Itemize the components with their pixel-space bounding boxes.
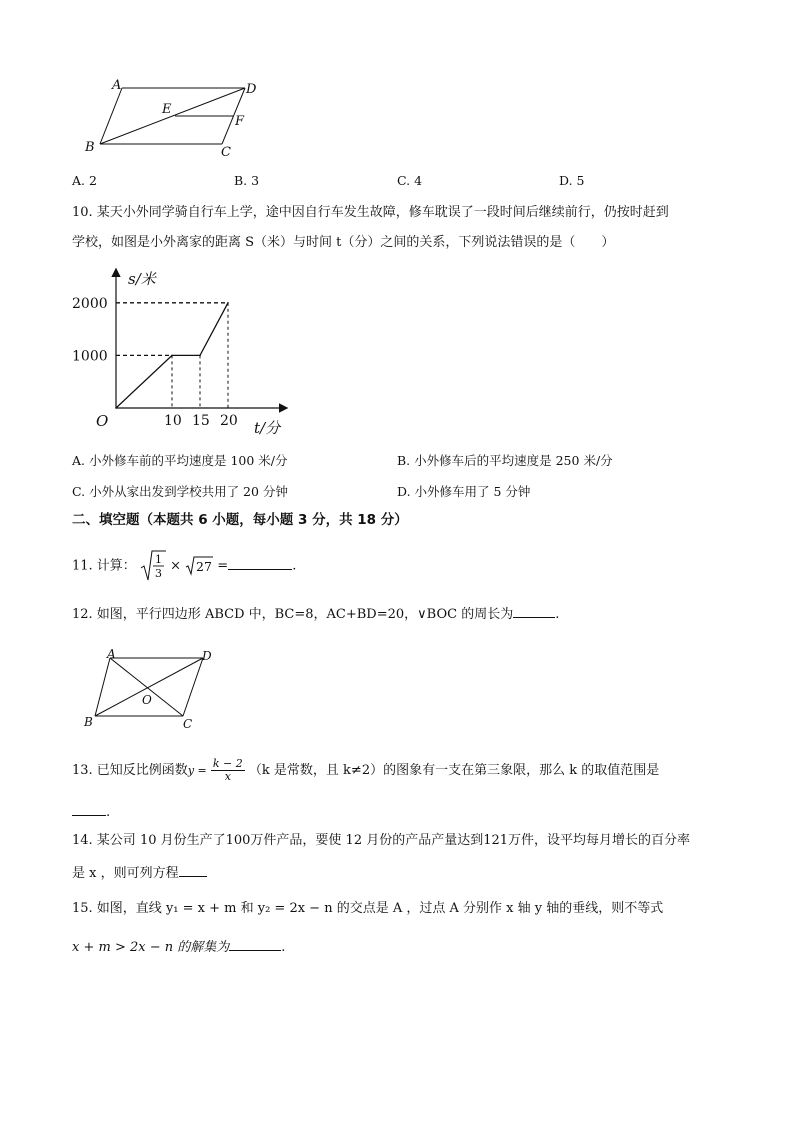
q14-text-line1: 14. 某公司 10 月份生产了100万件产品，要使 12 月份的产品产量达到121万件，设平均每月增长的百分率	[72, 833, 691, 848]
q11-end: .	[292, 558, 297, 574]
point-label-a: A	[112, 78, 122, 93]
q11-radicand: 27	[196, 558, 213, 574]
x-tick-label-10: 10	[164, 413, 182, 429]
q10-option-b[interactable]: B. 小外修车后的平均速度是 250 米/分	[397, 453, 613, 468]
q10-option-a[interactable]: A. 小外修车前的平均速度是 100 米/分	[72, 453, 288, 468]
point-label-b: B	[85, 140, 95, 155]
q13-fraction	[211, 758, 245, 783]
parallelogram-figure-q9	[80, 76, 270, 162]
question-13	[72, 753, 659, 789]
origin-label: O	[96, 412, 109, 430]
q9-option-d[interactable]: D. 5	[559, 173, 585, 188]
q9-option-c[interactable]: C. 4	[397, 173, 423, 188]
q13-blank-line	[72, 801, 110, 822]
q10-option-c[interactable]: C. 小外从家出发到学校共用了 20 分钟	[72, 484, 288, 499]
x-axis-label: t/分	[254, 419, 281, 437]
q13-end: .	[106, 805, 111, 820]
q15-end: .	[281, 940, 286, 955]
q12-end: .	[555, 607, 560, 622]
q11-prefix: 11. 计算：	[72, 558, 136, 574]
y-tick-label-1000: 1000	[72, 348, 108, 365]
q11-times: ×	[170, 558, 181, 574]
parallelogram-figure-q12	[80, 646, 220, 732]
q13-suffix: （k 是常数，且 k≠2）的图象有一支在第三象限，那么 k 的取值范围是	[248, 763, 660, 778]
section-heading-fill-in: 二、填空题（本题共 6 小题，每小题 3 分，共 18 分）	[72, 512, 408, 528]
question-15-line2	[72, 936, 285, 957]
data-point-10	[171, 355, 173, 357]
point-label-c: C	[183, 717, 193, 731]
point-label-b: B	[84, 715, 93, 729]
y-axis-label: s/米	[128, 270, 156, 288]
question-11	[72, 550, 296, 582]
q12-answer-blank[interactable]	[513, 603, 555, 618]
point-label-a: A	[107, 647, 116, 661]
q13-y-eq: y =	[187, 764, 207, 777]
y-tick-label-2000: 2000	[72, 295, 108, 312]
point-label-f: F	[235, 114, 245, 129]
q9-option-b[interactable]: B. 3	[234, 173, 260, 188]
q15-text-line2: x + m > 2x − n 的解集为	[72, 940, 230, 955]
q11-frac-num: 1	[154, 553, 162, 566]
q15-text-line1: 15. 如图，直线 y₁ = x + m 和 y₂ = 2x − n 的交点是 A ，过点 A 分别作 x 轴 y 轴的垂线，则不等式	[72, 901, 664, 916]
q11-equals: =	[217, 558, 229, 574]
point-label-e: E	[162, 102, 172, 117]
question-14-line2	[72, 862, 207, 883]
q10-text-line1: 10. 某天小外同学骑自行车上学，途中因自行车发生故障，修车耽误了一段时间后继续前行，仍按时赶到	[72, 205, 669, 220]
point-label-d: D	[246, 82, 257, 97]
q14-text-line2: 是 x ，则可列方程	[72, 866, 179, 881]
sqrt-27	[185, 551, 213, 581]
q13-frac-num: k − 2	[212, 757, 243, 770]
q14-answer-blank[interactable]	[179, 862, 207, 877]
question-12	[72, 603, 559, 624]
q11-frac-den: 3	[154, 567, 162, 580]
data-point-15	[199, 355, 201, 357]
q10-option-d[interactable]: D. 小外修车用了 5 分钟	[397, 484, 531, 499]
point-label-o: O	[142, 693, 152, 707]
q13-frac-den: x	[224, 770, 231, 783]
q12-text: 12. 如图，平行四边形 ABCD 中，BC=8，AC+BD=20，∨BOC 的周长为	[72, 607, 514, 622]
q15-answer-blank[interactable]	[229, 936, 281, 951]
point-label-c: C	[221, 145, 231, 160]
data-point-20	[227, 302, 229, 304]
q9-option-a[interactable]: A. 2	[72, 173, 97, 188]
distance-time-chart	[60, 262, 300, 442]
q10-text-line2: 学校，如图是小外离家的距离 S（米）与时间 t（分）之间的关系，下列说法错误的是（ ）	[72, 235, 615, 250]
data-point-0	[115, 407, 117, 409]
sqrt-fraction	[140, 550, 166, 582]
q13-prefix: 13. 已知反比例函数	[72, 763, 188, 778]
q13-answer-blank[interactable]	[72, 801, 106, 816]
q11-answer-blank[interactable]	[228, 555, 292, 570]
point-label-d: D	[202, 649, 212, 663]
x-tick-label-15: 15	[192, 413, 210, 429]
x-tick-label-20: 20	[220, 413, 238, 429]
